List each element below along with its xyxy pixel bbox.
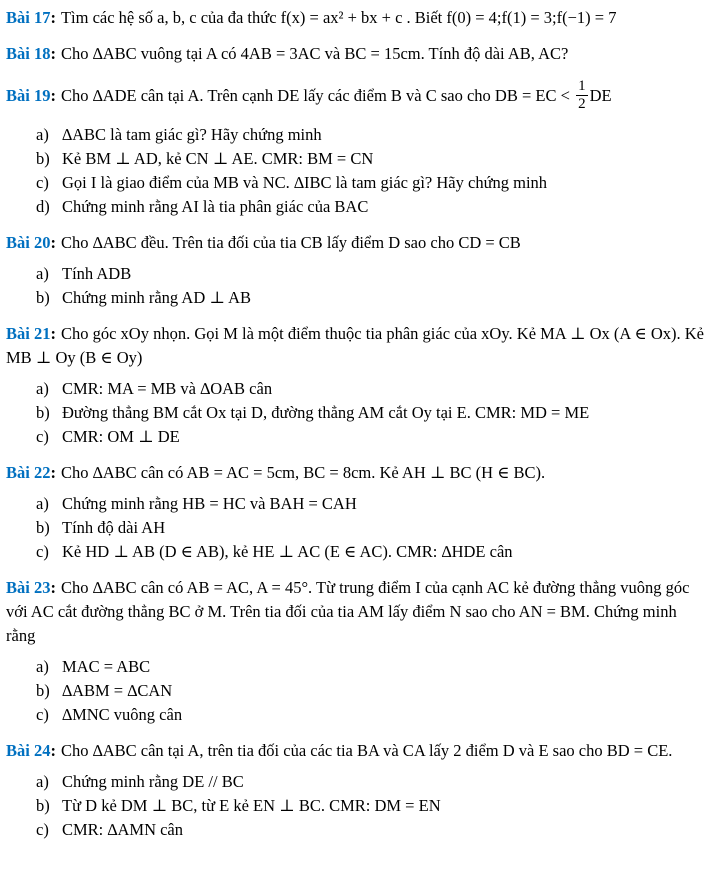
list-item [6,679,708,703]
item-text: ∆ABM = ∆CAN [62,681,173,700]
subquestion-list [6,655,708,727]
list-item [6,818,708,842]
list-item [6,540,708,564]
item-letter: c) [36,173,49,192]
label-colon: : [50,463,56,482]
list-item [6,171,708,195]
problem-statement [6,461,708,485]
list-item [6,286,708,310]
item-text: Chứng minh rằng AI là tia phân giác của BAC [62,197,369,216]
item-text: Chứng minh rằng HB = HC và BAH = CAH [62,494,357,513]
problem-bai-18 [6,42,708,66]
problem-statement [6,42,708,66]
item-text: CMR: ∆AMN cân [62,820,184,839]
item-text: Kẻ BM ⊥ AD, kẻ CN ⊥ AE. CMR: BM = CN [62,149,374,168]
list-item [6,195,708,219]
problem-label: Bài 21 [6,324,51,343]
statement-text: Cho ∆ABC cân có AB = AC = 5cm, BC = 8cm. Kẻ AH ⊥ BC (H ∈ BC). [60,463,546,482]
problem-statement [6,78,708,116]
list-item [6,262,708,286]
problem-label: Bài 24 [6,741,51,760]
problem-bai-24 [6,739,708,842]
label-colon: : [50,324,56,343]
item-text: Kẻ HD ⊥ AB (D ∈ AB), kẻ HE ⊥ AC (E ∈ AC). CMR: ∆HDE cân [62,542,513,561]
problem-statement [6,322,708,370]
problem-statement [6,231,708,255]
item-letter: a) [36,264,49,283]
problem-bai-19 [6,78,708,219]
item-letter: a) [36,494,49,513]
label-colon: : [50,233,56,252]
problem-statement [6,739,708,763]
subquestion-list [6,492,708,564]
statement-text-after: DE [589,85,612,105]
subquestion-list [6,770,708,842]
item-letter: b) [36,403,50,422]
item-letter: b) [36,149,50,168]
statement-text: Cho ∆ABC cân có AB = AC, A = 45°. Từ trung điểm I của cạnh AC kẻ đường thẳng vuông góc với AC cắt đường thẳng BC ở M. Trên tia đối của tia AM lấy điểm N sao cho AN = BM. Chứng minh rằng [6,578,690,645]
fraction-one-half [576,78,588,112]
item-text: CMR: OM ⊥ DE [62,427,180,446]
item-letter: b) [36,288,50,307]
problem-bai-23 [6,576,708,727]
item-text: MAC = ABC [62,657,151,676]
list-item [6,401,708,425]
item-text: Gọi I là giao điểm của MB và NC. ∆IBC là tam giác gì? Hãy chứng minh [62,173,548,192]
problem-label: Bài 19 [6,85,51,105]
fraction-numerator: 1 [578,78,586,94]
item-text: Chứng minh rằng DE // BC [62,772,244,791]
statement-text: Cho ∆ABC vuông tại A có 4AB = 3AC và BC = 15cm. Tính độ dài AB, AC? [60,44,569,63]
fraction-denominator: 2 [578,95,586,112]
item-text: CMR: MA = MB và ∆OAB cân [62,379,273,398]
item-text: ∆MNC vuông cân [62,705,183,724]
item-text: Tính ADB [62,264,132,283]
item-letter: b) [36,681,50,700]
item-letter: a) [36,125,49,144]
statement-text: Tìm các hệ số a, b, c của đa thức f(x) = ax² + bx + c . Biết f(0) = 4;f(1) = 3;f(−1) = 7 [60,8,617,27]
list-item [6,147,708,171]
statement-text: Cho góc xOy nhọn. Gọi M là một điểm thuộc tia phân giác của xOy. Kẻ MA ⊥ Ox (A ∈ Ox). Kẻ MB ⊥ Oy (B ∈ Oy) [6,324,704,367]
statement-text: Cho ∆ABC đều. Trên tia đối của tia CB lấy điểm D sao cho CD = CB [60,233,521,252]
item-letter: b) [36,796,50,815]
subquestion-list [6,377,708,449]
item-text: Đường thẳng BM cắt Ox tại D, đường thẳng AM cắt Oy tại E. CMR: MD = ME [62,403,590,422]
item-letter: c) [36,820,49,839]
label-colon: : [50,741,56,760]
list-item [6,794,708,818]
list-item [6,492,708,516]
item-text: Từ D kẻ DM ⊥ BC, từ E kẻ EN ⊥ BC. CMR: DM = EN [62,796,441,815]
item-letter: c) [36,542,49,561]
subquestion-list [6,262,708,310]
problem-bai-20 [6,231,708,310]
problem-bai-21 [6,322,708,449]
problem-label: Bài 23 [6,578,51,597]
item-letter: a) [36,657,49,676]
label-colon: : [50,85,56,105]
problem-statement [6,6,708,30]
list-item [6,703,708,727]
problem-label: Bài 18 [6,44,51,63]
problem-label: Bài 17 [6,8,51,27]
statement-text: Cho ∆ABC cân tại A, trên tia đối của các tia BA và CA lấy 2 điểm D và E sao cho BD = CE. [60,741,673,760]
item-letter: a) [36,379,49,398]
problem-label: Bài 22 [6,463,51,482]
list-item [6,425,708,449]
item-letter: b) [36,518,50,537]
statement-text: Cho ∆ADE cân tại A. Trên cạnh DE lấy các điểm B và C sao cho DB = EC < [60,85,575,105]
list-item [6,377,708,401]
subquestion-list [6,123,708,219]
item-letter: a) [36,772,49,791]
list-item [6,123,708,147]
item-letter: c) [36,427,49,446]
problem-bai-17 [6,6,708,30]
list-item [6,655,708,679]
list-item [6,516,708,540]
label-colon: : [50,578,56,597]
problem-label: Bài 20 [6,233,51,252]
problem-bai-22 [6,461,708,564]
problem-statement [6,576,708,648]
item-letter: d) [36,197,50,216]
label-colon: : [50,44,56,63]
item-text: Chứng minh rằng AD ⊥ AB [62,288,252,307]
item-letter: c) [36,705,49,724]
item-text: Tính độ dài AH [62,518,166,537]
item-text: ∆ABC là tam giác gì? Hãy chứng minh [62,125,322,144]
label-colon: : [50,8,56,27]
list-item [6,770,708,794]
